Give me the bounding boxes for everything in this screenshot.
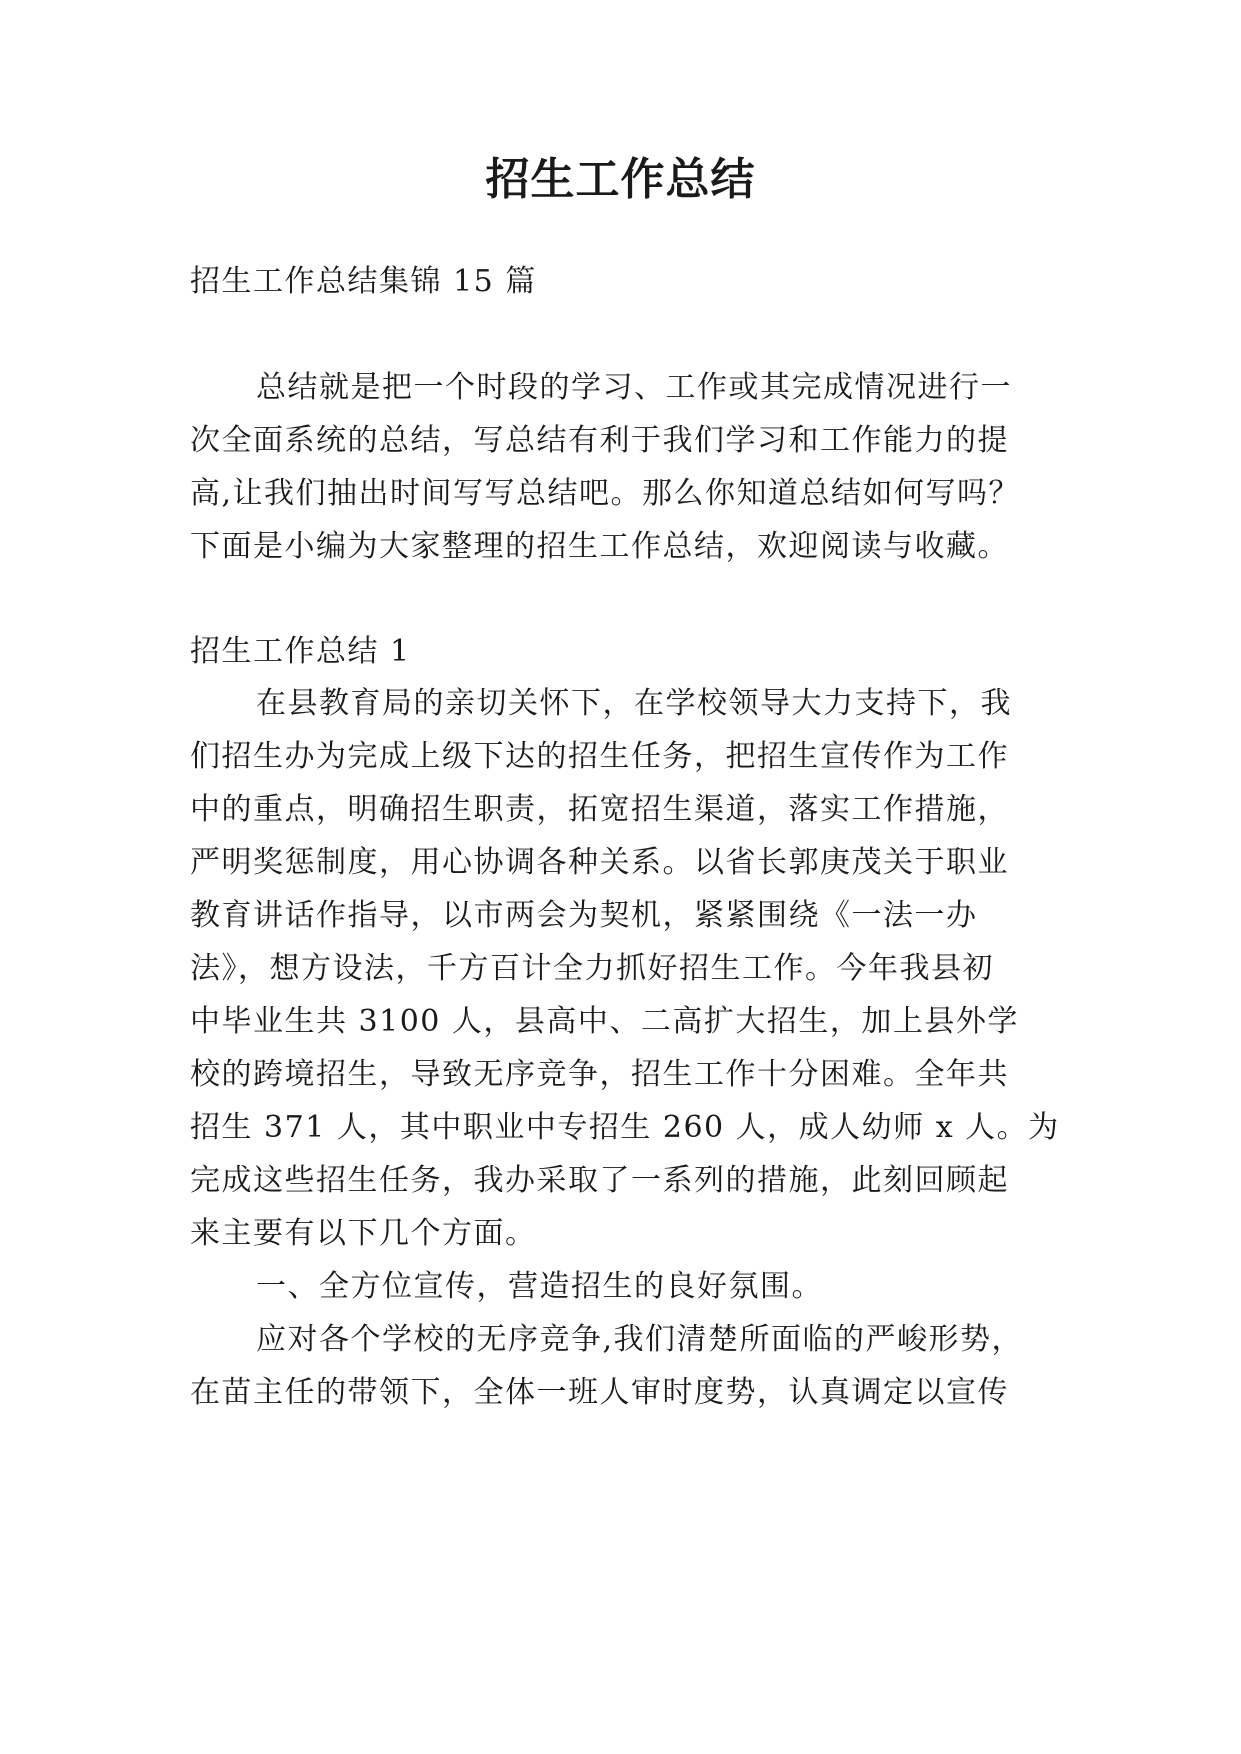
document-subtitle: 招生工作总结集锦 15 篇	[190, 264, 537, 299]
intro-line-2: 次全面系统的总结，写总结有利于我们学习和工作能力的提	[190, 423, 1009, 458]
body-line-2: 们招生办为完成上级下达的招生任务，把招生宣传作为工作	[190, 739, 1009, 774]
intro-line-3: 高,让我们抽出时间写写总结吧。那么你知道总结如何写吗？	[190, 476, 1021, 511]
body-line-6: 法》，想方设法，千方百计全力抓好招生工作。今年我县初	[190, 951, 994, 986]
document-title: 招生工作总结	[485, 154, 756, 205]
point-line-1: 应对各个学校的无序竞争,我们清楚所面临的严峻形势，	[256, 1322, 1024, 1357]
body-line-3: 中的重点，明确招生职责，拓宽招生渠道，落实工作措施，	[190, 792, 1009, 827]
intro-line-1: 总结就是把一个时段的学习、工作或其完成情况进行一	[256, 370, 1012, 405]
body-line-11: 来主要有以下几个方面。	[190, 1216, 537, 1251]
body-line-9: 招生 371 人，其中职业中专招生 260 人，成人幼师 x 人。为	[190, 1110, 1060, 1145]
body-line-7: 中毕业生共 3100 人，县高中、二高扩大招生，加上县外学	[190, 1004, 1019, 1039]
section-heading: 招生工作总结 1	[190, 634, 411, 669]
body-line-4: 严明奖惩制度，用心协调各种关系。以省长郭庚茂关于职业	[190, 845, 1009, 880]
body-line-10: 完成这些招生任务，我办采取了一系列的措施，此刻回顾起	[190, 1163, 1009, 1198]
point-line-2: 在苗主任的带领下，全体一班人审时度势，认真调定以宣传	[190, 1375, 1009, 1410]
body-line-1: 在县教育局的亲切关怀下，在学校领导大力支持下，我	[256, 686, 1012, 721]
body-line-8: 校的跨境招生，导致无序竞争，招生工作十分困难。全年共	[190, 1057, 1009, 1092]
body-line-5: 教育讲话作指导，以市两会为契机，紧紧围绕《一法一办	[190, 898, 978, 933]
point-heading: 一、全方位宣传，营造招生的良好氛围。	[256, 1269, 823, 1304]
intro-line-4: 下面是小编为大家整理的招生工作总结，欢迎阅读与收藏。	[190, 529, 1009, 564]
